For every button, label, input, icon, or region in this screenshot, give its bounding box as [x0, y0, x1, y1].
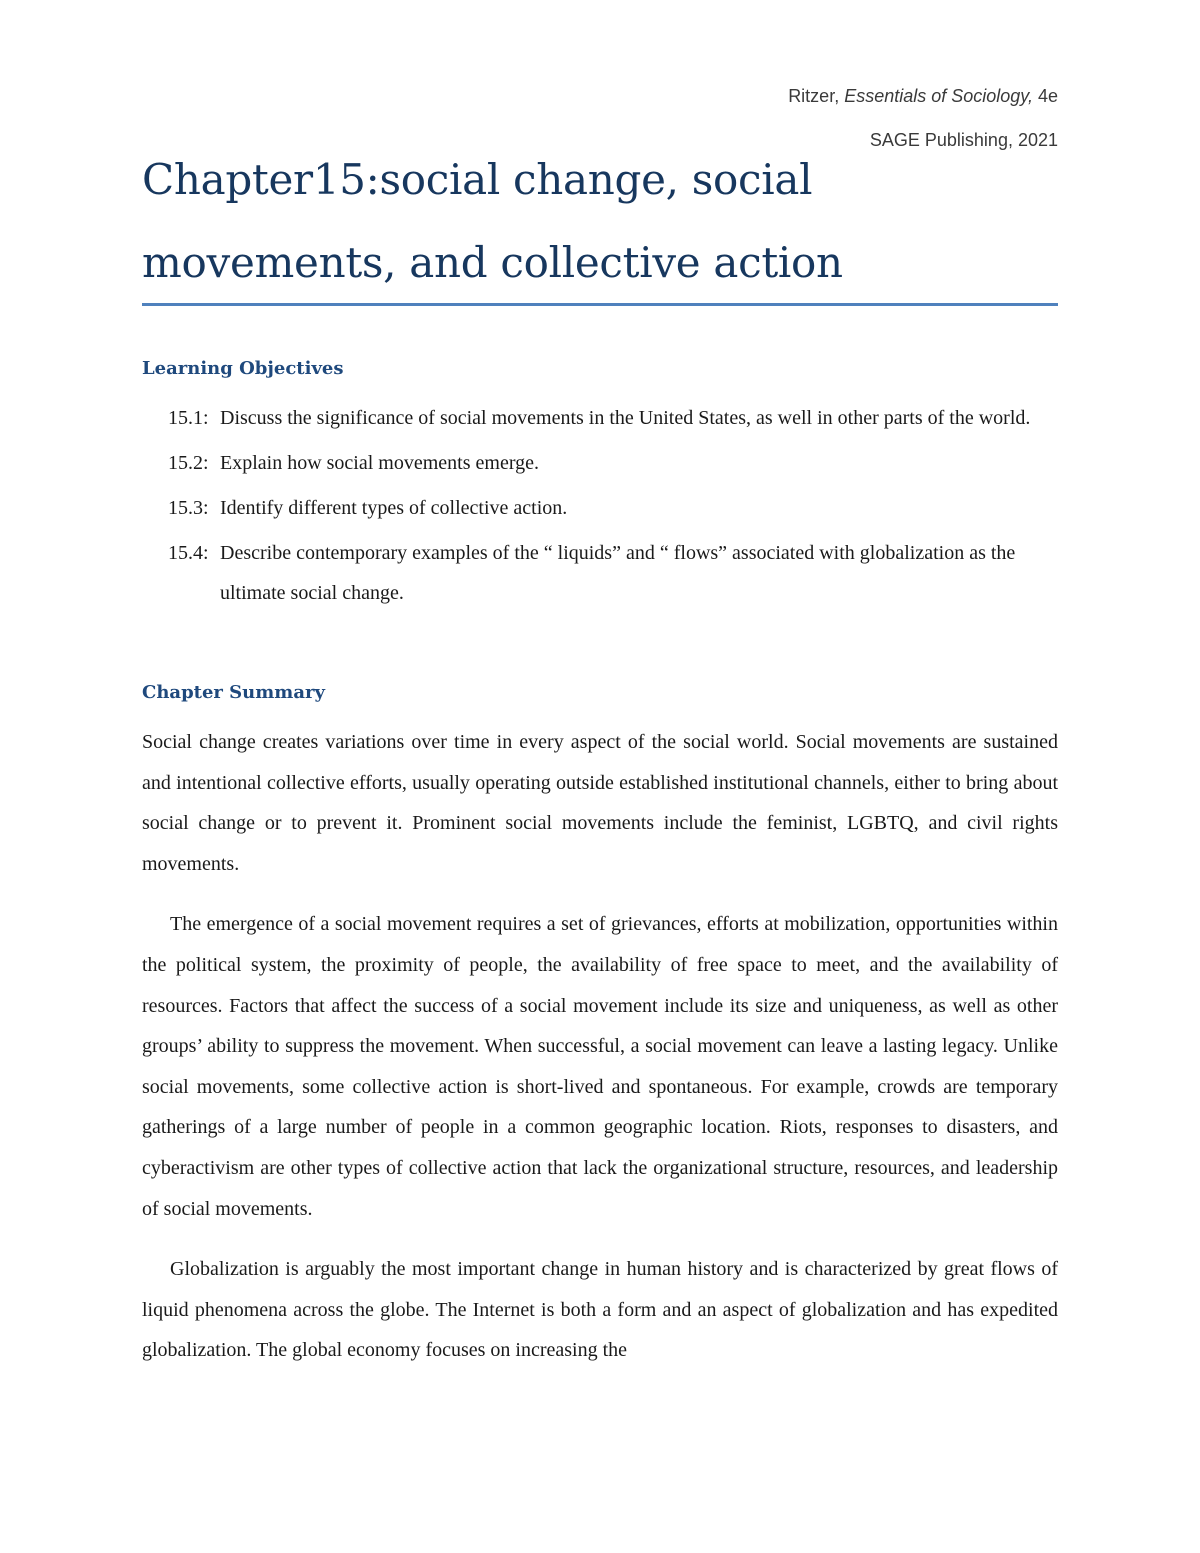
chapter-summary-heading: Chapter Summary — [142, 682, 325, 703]
objective-text: Describe contemporary examples of the “ liquids” and “ flows” associated with globalization as the ultimate social change. — [220, 542, 1016, 604]
header-book-title: Essentials of Sociology, — [844, 86, 1033, 106]
header-author: Ritzer, — [788, 86, 845, 106]
objective-number: 15.1: — [168, 407, 209, 429]
chapter-title-line-1: Chapter15:social change, social — [142, 155, 813, 204]
chapter-summary-body — [142, 722, 1058, 1371]
summary-paragraph: The emergence of a social movement requires a set of grievances, efforts at mobilization, opportunities within the political system, the proximity of people, the availability of free space to meet, and the availability of resources. Factors that affect the success of a social movement include its size and uniqueness, as well as other groups’ ability to suppress the movement. When successful, a social movement can leave a lasting legacy. Unlike social movements, some collective action is short-lived and spontaneous. For example, crowds are temporary gatherings of a large number of people in a common geographic location. Riots, responses to disasters, and cyberactivism are other types of collective action that lack the organizational structure, resources, and leadership of social movements. — [142, 913, 1058, 1220]
objective-number: 15.3: — [168, 497, 209, 519]
summary-paragraph: Globalization is arguably the most important change in human history and is characterized by great flows of liquid phenomena across the globe. The Internet is both a form and an aspect of globalization and has expedited globalization. The global economy focuses on increasing the — [142, 1258, 1058, 1362]
running-header-citation — [142, 84, 1058, 108]
learning-objectives-list — [168, 398, 1058, 618]
summary-paragraph: Social change creates variations over time in every aspect of the social world. Social movements are sustained and intentional collective efforts, usually operating outside established institutional channels, either to bring about social change or to prevent it. Prominent social movements include the feminist, LGBTQ, and civil rights movements. — [142, 731, 1058, 875]
running-header-publisher: SAGE Publishing, 2021 — [869, 130, 1058, 150]
objective-item — [168, 533, 1058, 613]
objective-item — [168, 488, 1058, 528]
chapter-title — [142, 152, 1058, 293]
objective-item — [168, 398, 1058, 438]
header-edition: 4e — [1032, 86, 1058, 106]
objective-text: Identify different types of collective action. — [220, 497, 568, 519]
title-divider — [142, 303, 1058, 306]
objective-item — [168, 443, 1058, 483]
chapter-title-line-2: movements, and collective action — [142, 238, 843, 287]
learning-objectives-heading: Learning Objectives — [142, 358, 344, 379]
objective-number: 15.2: — [168, 452, 209, 474]
objective-text: Discuss the significance of social movements in the United States, as well in other parts of the world. — [220, 407, 1031, 429]
objective-text: Explain how social movements emerge. — [220, 452, 539, 474]
objective-number: 15.4: — [168, 542, 209, 564]
